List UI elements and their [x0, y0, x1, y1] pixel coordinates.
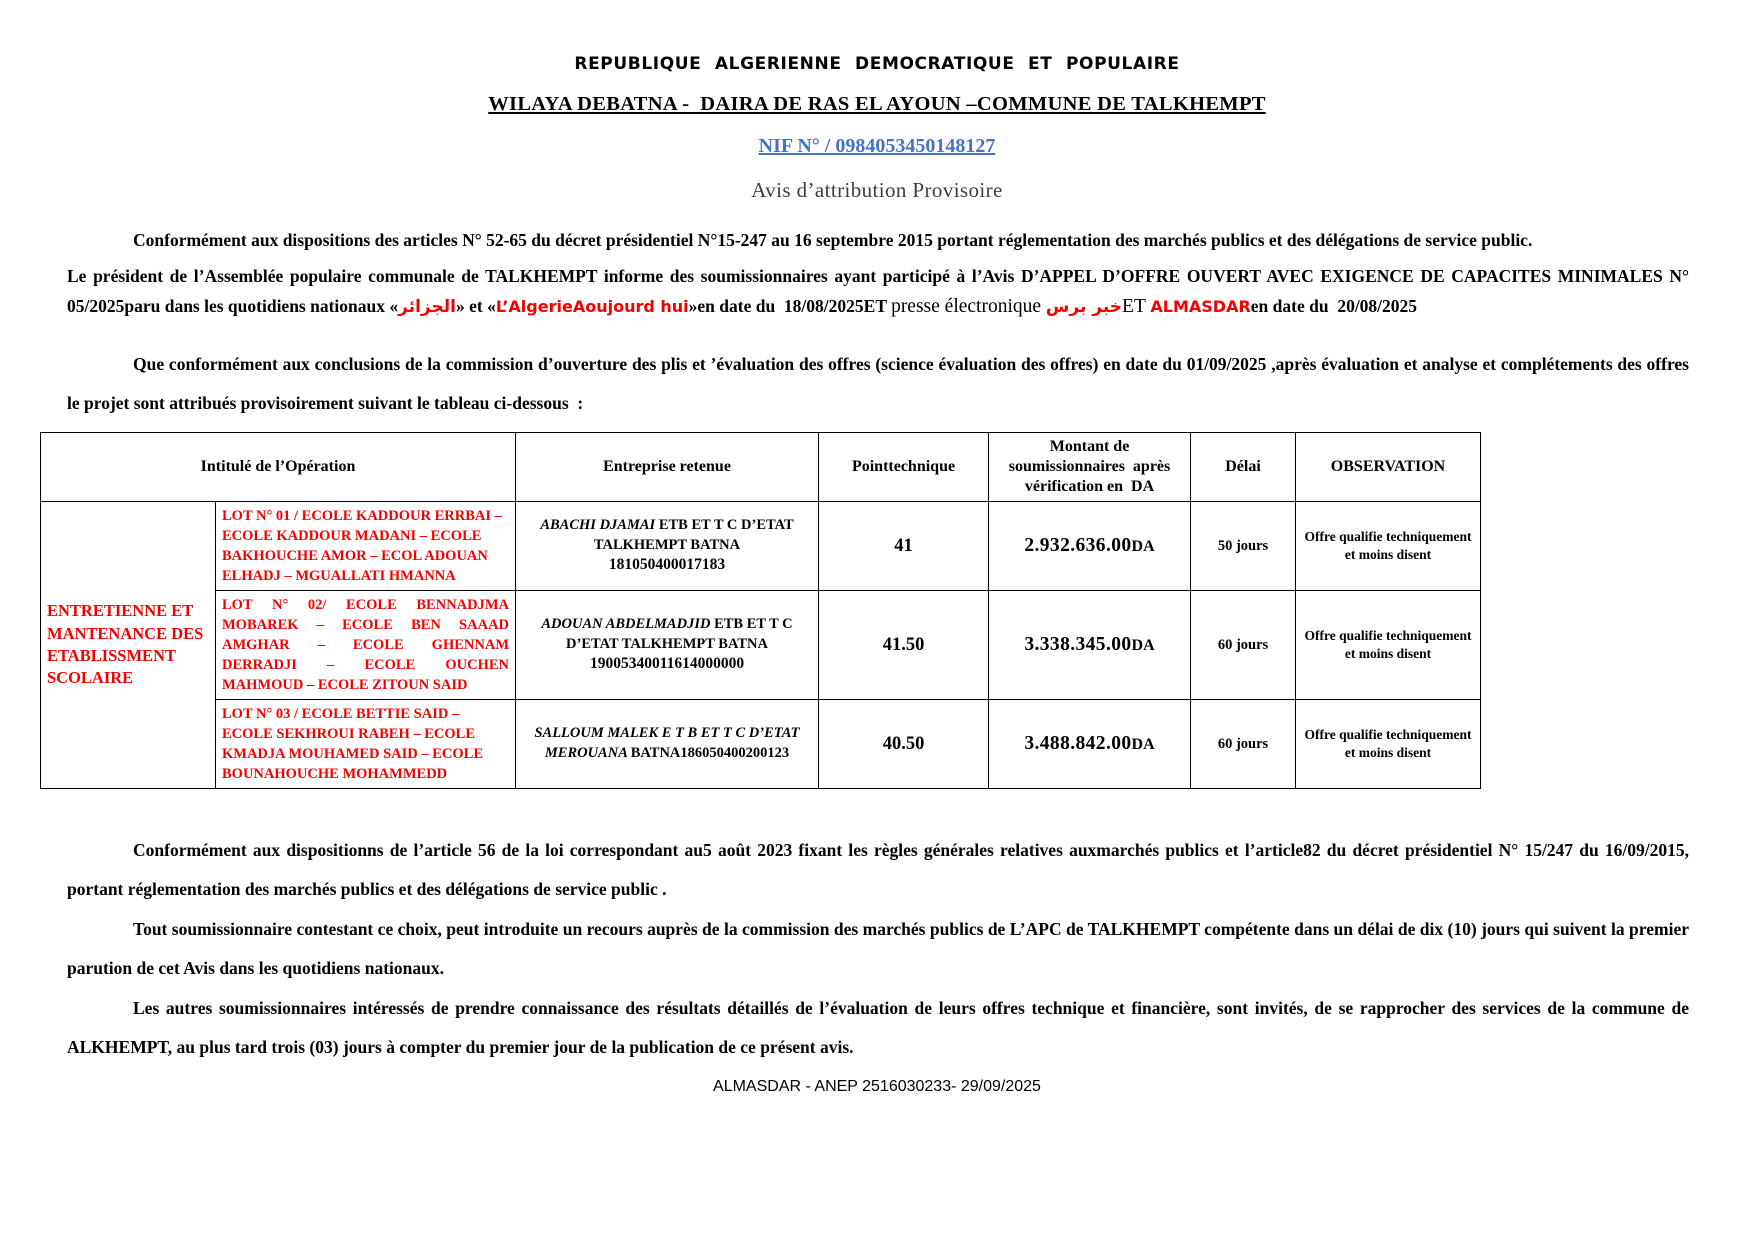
tender-text-segment: en date du 20/08/2025 — [1250, 296, 1418, 317]
document-body — [40, 226, 1714, 1066]
header-operation: Intitulé de l’Opération — [41, 433, 516, 502]
header-observation: OBSERVATION — [1296, 433, 1481, 502]
anep-footer: ALMASDAR - ANEP 2516030233- 29/09/2025 — [713, 1078, 1041, 1095]
montant-3-cell — [989, 700, 1191, 789]
lot-1-cell: LOT N° 01 / ECOLE KADDOUR ERRBAI – ECOLE KADDOUR MADANI – ECOLE BAKHOUCHE AMOR – ECOL ADOUAN ELHADJ – MGUALLATI HMANNA — [216, 502, 516, 591]
montant-2-value: 3.338.345.00 — [1024, 634, 1132, 656]
observation-2-cell: Offre qualifie techniquement et moins disent — [1296, 591, 1481, 700]
tender-text-segment: »en date du 18/08/2025ET — [688, 296, 892, 317]
operation-group-cell: ENTRETIENNE ET MANTENANCE DES ETABLISSMENT SCOLAIRE — [41, 502, 216, 789]
document-subtitle: Avis d’attribution Provisoire — [751, 178, 1003, 202]
entreprise-1-name: ABACHI DJAMAI — [540, 516, 659, 533]
results-info-paragraph: Les autres soumissionnaires intéressés de prendre connaissance des résultats détaillés de l’évaluation de leurs offres technique et financière, sont invités, de se rapprocher des services de la commune de ALKHEMPT, au plus tard trois (03) jours à compter du premier jour de la publication de ce présent avis. — [67, 998, 1693, 1057]
wilaya-title: WILAYA DEBATNA - DAIRA DE RAS EL AYOUN –COMMUNE DE TALKHEMPT — [488, 93, 1266, 115]
results-table — [40, 432, 1481, 789]
delai-2-cell: 60 jours — [1191, 591, 1296, 700]
tender-text-segment: ET — [1122, 296, 1151, 318]
entreprise-2-cell — [516, 591, 819, 700]
header-montant: Montant de soumissionnaires après vérification en DA — [989, 433, 1191, 502]
currency-label: DA — [1131, 736, 1155, 754]
almasdar-name: ALMASDAR — [1150, 297, 1251, 317]
press-electronic-label: presse électronique — [891, 296, 1046, 318]
entreprise-3-cell — [516, 700, 819, 789]
observation-3-cell: Offre qualifie techniquement et moins disent — [1296, 700, 1481, 789]
commission-paragraph: Que conformément aux conclusions de la commission d’ouverture des plis et ’évaluation des offres (science évaluation des offres) en date du 01/09/2025 ,après évaluation et analyse et complétements des offres le projet sont attribués provisoirement suivant le tableau ci-dessous : — [67, 354, 1698, 413]
table-row — [41, 700, 1481, 789]
delai-3-cell: 60 jours — [1191, 700, 1296, 789]
entreprise-1-name-line — [522, 516, 812, 555]
observation-1-cell: Offre qualifie techniquement et moins disent — [1296, 502, 1481, 591]
montant-3-value: 3.488.842.00 — [1024, 733, 1132, 755]
entreprise-3-name: SALLOUM MALEK E T B ET T C D’ETAT MEROUANA — [534, 725, 800, 762]
table-header-row — [41, 433, 1481, 502]
recours-paragraph: Tout soumissionnaire contestant ce choix, peut introduite un recours auprès de la commission des marchés publics de L’APC de TALKHEMPT compétente dans un délai de dix (10) jours qui suivent la premier parution de cet Avis dans les quotidiens nationaux. — [67, 919, 1694, 978]
entreprise-1-details: ETB ET T C D’ETAT TALKHEMPT BATNA — [593, 516, 794, 553]
lot-3-cell: LOT N° 03 / ECOLE BETTIE SAID – ECOLE SEKHROUI RABEH – ECOLE KMADJA MOUHAMED SAID – ECOLE BOUNAHOUCHE MOHAMMEDD — [216, 700, 516, 789]
republic-title: REPUBLIQUE ALGERIENNE DEMOCRATIQUE ET POPULAIRE — [574, 54, 1180, 74]
header-points: Pointtechnique — [819, 433, 989, 502]
press-name-arabic: خبر برس — [1045, 297, 1123, 318]
currency-label: DA — [1131, 538, 1155, 556]
tender-text-segment: » et « — [455, 296, 496, 317]
article56-paragraph: Conformément aux dispositionns de l’article 56 de la loi correspondant au5 août 2023 fixant les règles générales relatives auxmarchés publics et l’article82 du décret présidentiel N° 15/247 du 16/09/2015, portant réglementation des marchés publics et des délégations de service public . — [67, 840, 1694, 899]
entreprise-2-id: 19005340011614000000 — [589, 655, 745, 673]
points-2-cell: 41.50 — [819, 591, 989, 700]
header-entreprise: Entreprise retenue — [516, 433, 819, 502]
currency-label: DA — [1131, 637, 1155, 655]
montant-1-cell — [989, 502, 1191, 591]
newspaper-name-arabic: الجزائر — [398, 297, 456, 318]
header-delai: Délai — [1191, 433, 1296, 502]
tender-announcement-paragraph — [67, 262, 1694, 324]
entreprise-1-id: 181050400017183 — [608, 556, 726, 574]
table-row — [41, 591, 1481, 700]
newspaper-name-latin: L’AlgerieAoujourd hui — [495, 297, 689, 317]
montant-1-value: 2.932.636.00 — [1024, 535, 1132, 557]
table-row — [41, 502, 1481, 591]
entreprise-3-details: BATNA186050400200123 — [630, 745, 790, 762]
entreprise-3-name-line — [522, 724, 812, 763]
entreprise-2-name: ADOUAN ABDELMADJID — [541, 615, 715, 632]
intro-paragraph: Conformément aux dispositions des articles N° 52-65 du décret présidentiel N°15-247 au 16 septembre 2015 portant réglementation des marchés publics et des délégations de service public. — [133, 230, 1533, 250]
tender-text-segment: Le président de l’Assemblée populaire communale de TALKHEMPT informe des soumissionnaires ayant participé à l’Avis D’APPEL D’OFFRE OUVERT AVEC EXIGENCE DE CAPACITES MINIMALES N° 05/2025paru dans les quotidiens nationaux « — [67, 265, 1694, 317]
entreprise-2-name-line — [522, 615, 812, 654]
lot-2-cell: LOT N° 02/ ECOLE BENNADJMA MOBAREK – ECOLE BEN SAAAD AMGHAR – ECOLE GHENNAM DERRADJI – ECOLE OUCHEN MAHMOUD – ECOLE ZITOUN SAID — [216, 591, 516, 700]
points-1-cell: 41 — [819, 502, 989, 591]
points-3-cell: 40.50 — [819, 700, 989, 789]
entreprise-1-cell — [516, 502, 819, 591]
entreprise-2-details: ETB ET T C D’ETAT TALKHEMPT BATNA — [566, 615, 793, 652]
montant-2-cell — [989, 591, 1191, 700]
delai-1-cell: 50 jours — [1191, 502, 1296, 591]
nif-number: NIF N° / 0984053450148127 — [758, 135, 996, 157]
